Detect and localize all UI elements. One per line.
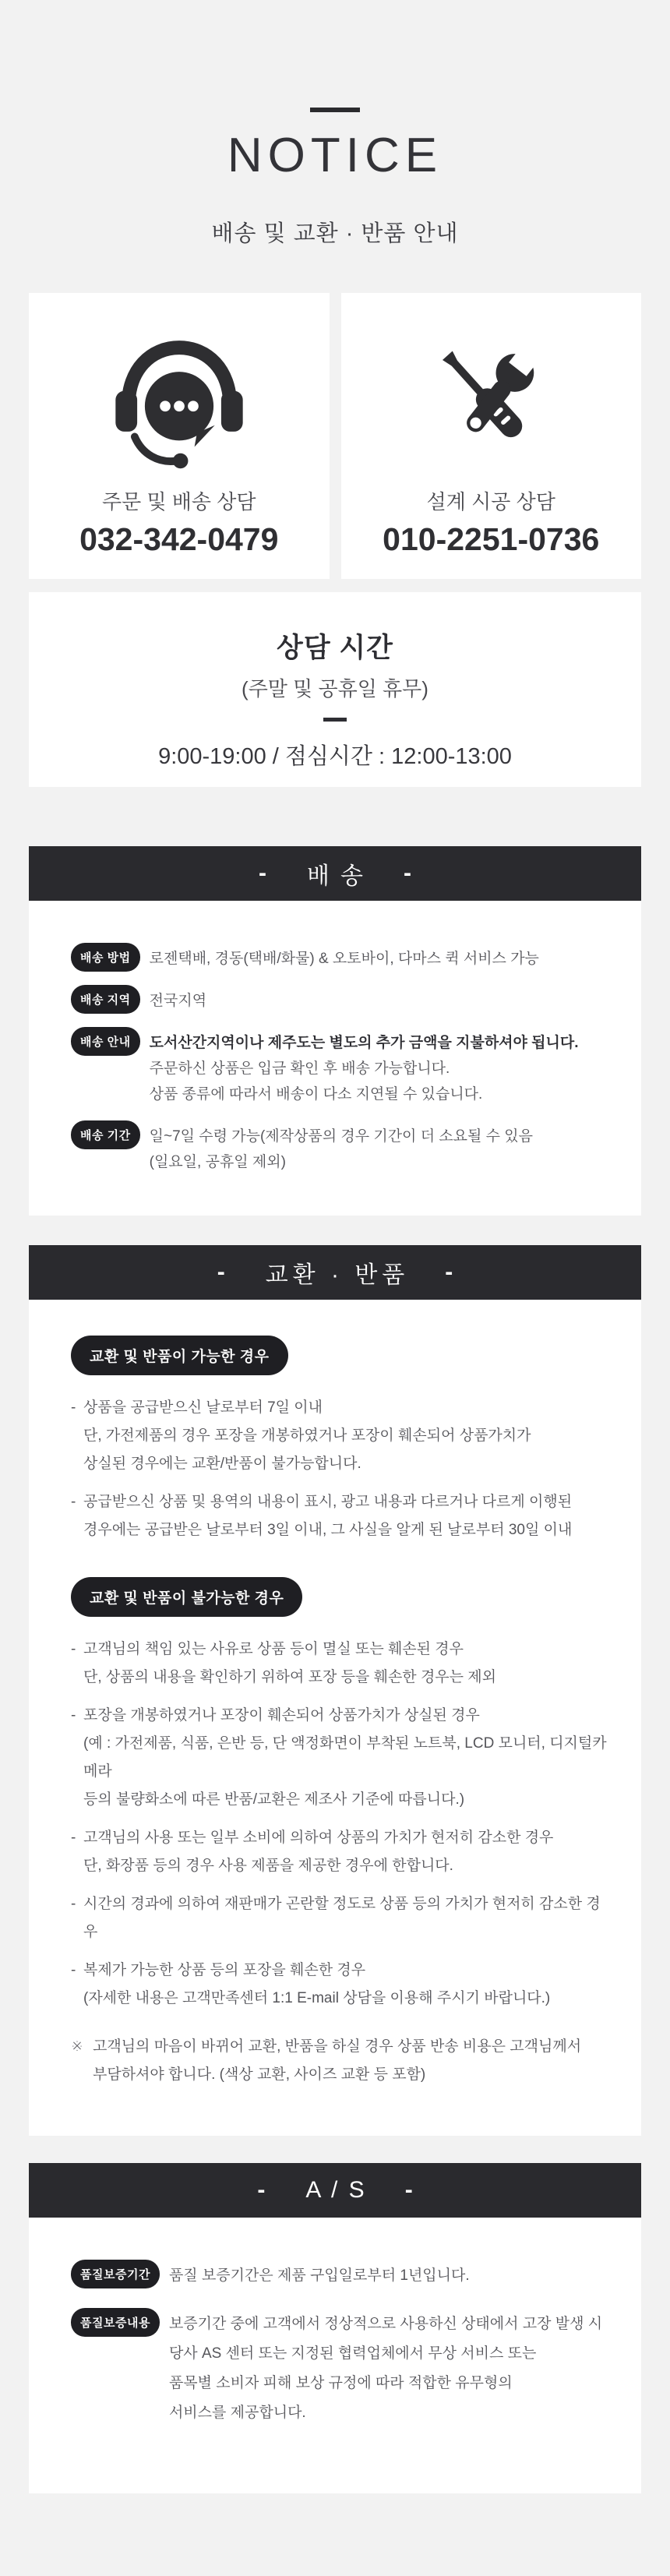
bullet-marker: - [71, 1829, 76, 1846]
row-line: (일요일, 공휴일 제외) [149, 1153, 286, 1170]
top-divider-dash [310, 108, 360, 112]
contact-phone-number: 010-2251-0736 [383, 520, 600, 557]
table-row [71, 2260, 610, 2291]
as-panel [29, 2218, 641, 2493]
contact-label: 주문 및 배송 상담 [102, 489, 256, 513]
table-row [71, 1120, 610, 1175]
contact-cards [29, 293, 641, 579]
exchange-possible-tag: 교환 및 반품이 가능한 경우 [71, 1336, 288, 1375]
list-item [71, 1824, 615, 1880]
list-item [71, 1394, 615, 1478]
warranty-content-tag: 품질보증내용 [71, 2308, 160, 2337]
dash-right: - [445, 1258, 453, 1285]
contact-phone-number: 032-342-0479 [79, 520, 279, 557]
row-line: 로젠택배, 경동(택배/화물) & 오토바이, 다마스 퀵 서비스 가능 [149, 950, 539, 967]
shipping-area-tag: 배송 지역 [71, 985, 140, 1014]
exchange-possible-list [71, 1394, 615, 1544]
hours-subtitle: (주말 및 공휴일 휴무) [242, 676, 428, 700]
hours-title: 상담 시간 [277, 632, 393, 663]
dash-left: - [217, 1258, 225, 1285]
dash-right: - [403, 859, 411, 886]
bullet-marker: - [71, 1706, 76, 1724]
bullet-marker: - [71, 1961, 76, 1978]
table-row [71, 985, 610, 1014]
reference-marker: ※ [71, 2038, 83, 2055]
note-line: 고객님의 마음이 바뀌어 교환, 반품을 하실 경우 상품 반송 비용은 고객님께서 [93, 2038, 582, 2055]
bullet-line: 단, 가전제품의 경우 포장을 개봉하였거나 포장이 훼손되어 상품가치가 [83, 1427, 531, 1444]
row-line: 품질 보증기간은 제품 구입일로부터 1년입니다. [168, 2267, 470, 2284]
bullet-marker: - [71, 1895, 76, 1912]
bullet-line: 시간의 경과에 의하여 재판매가 곤란할 정도로 상품 등의 가치가 현저히 감소한 경우 [83, 1895, 601, 1940]
bullet-line: (예 : 가전제품, 식품, 은반 등, 단 액정화면이 부착된 노트북, LCD 모니터, 디지털카메라 [83, 1734, 607, 1780]
bullet-line: 단, 화장품 등의 경우 사용 제품을 제공한 경우에 한합니다. [83, 1857, 453, 1874]
shipping-method-tag: 배송 방법 [71, 943, 140, 972]
page-title: NOTICE [227, 129, 443, 182]
bullet-line: 고객님의 책임 있는 사유로 상품 등이 멸실 또는 훼손된 경우 [83, 1640, 464, 1657]
bullet-marker: - [71, 1493, 76, 1510]
note-line: 부담하셔야 합니다. (색상 교환, 사이즈 교환 등 포함) [93, 2066, 426, 2083]
bullet-line: 복제가 가능한 상품 등의 포장을 훼손한 경우 [83, 1961, 366, 1978]
contact-card-order [29, 293, 330, 579]
bullet-line: 상품을 공급받으신 날로부터 7일 이내 [83, 1399, 323, 1416]
bullet-line: 상실된 경우에는 교환/반품이 불가능합니다. [83, 1455, 361, 1472]
bullet-marker: - [71, 1640, 76, 1657]
row-line: 당사 AS 센터 또는 지정된 협력업체에서 무상 서비스 또는 [168, 2345, 537, 2362]
row-line: 일~7일 수령 가능(제작상품의 경우 기간이 더 소요될 수 있음 [149, 1127, 534, 1145]
table-row [71, 943, 610, 972]
exchange-impossible-tag: 교환 및 반품이 불가능한 경우 [71, 1577, 302, 1617]
shipping-panel [29, 901, 641, 1216]
row-line: 주문하신 상품은 입금 확인 후 배송 가능합니다. [149, 1060, 450, 1077]
list-item [71, 1957, 615, 2013]
bullet-line: 공급받으신 상품 및 용역의 내용이 표시, 광고 내용과 다르거나 다르게 이행된 [83, 1493, 573, 1510]
bullet-line: 단, 상품의 내용을 확인하기 위하여 포장 등을 훼손한 경우는 제외 [83, 1668, 496, 1685]
bullet-line: 고객님의 사용 또는 일부 소비에 의하여 상품의 가치가 현저히 감소한 경우 [83, 1829, 554, 1846]
page-subtitle: 배송 및 교환 · 반품 안내 [211, 221, 459, 246]
bullet-line: 등의 불량화소에 따른 반품/교환은 제조사 기준에 따릅니다.) [83, 1791, 465, 1808]
list-item [71, 1890, 615, 1946]
row-line: 전국지역 [149, 992, 207, 1009]
exchange-panel [29, 1300, 641, 2136]
bullet-line: 경우에는 공급받은 날로부터 3일 이내, 그 사실을 알게 된 날로부터 30일 이내 [83, 1521, 573, 1538]
row-line: 보증기간 중에 고객에서 정상적으로 사용하신 상태에서 고장 발생 시 [168, 2315, 603, 2332]
dash-left: - [259, 859, 267, 886]
dash-right: - [404, 2176, 413, 2203]
shipping-period-tag: 배송 기간 [71, 1120, 140, 1149]
table-row [71, 2308, 610, 2428]
section-header-as [29, 2163, 641, 2218]
hours-divider-dash [323, 718, 347, 722]
hours-time: 9:00-19:00 / 점심시간 : 12:00-13:00 [158, 743, 512, 769]
table-row [71, 1027, 610, 1107]
section-title-shipping: 배송 [307, 863, 374, 889]
tools-icon [424, 321, 558, 486]
list-item [71, 1488, 615, 1544]
row-line: 상품 종류에 따라서 배송이 다소 지연될 수 있습니다. [149, 1085, 483, 1103]
row-line: 서비스를 제공합니다. [168, 2404, 306, 2421]
list-item [71, 1636, 615, 1692]
section-header-exchange [29, 1245, 641, 1300]
section-header-shipping [29, 846, 641, 901]
list-item [71, 1702, 615, 1814]
section-title-as: A / S [305, 2176, 367, 2203]
hours-card [29, 592, 641, 787]
row-line: 품목별 소비자 피해 보상 규정에 따라 적합한 유무형의 [168, 2374, 513, 2391]
bullet-line: 포장을 개봉하였거나 포장이 훼손되어 상품가치가 상실된 경우 [83, 1706, 480, 1724]
row-line-strong: 도서산간지역이나 제주도는 별도의 추가 금액을 지불하셔야 됩니다. [149, 1034, 579, 1051]
exchange-note [71, 2033, 615, 2089]
contact-card-install [341, 293, 642, 579]
exchange-impossible-list [71, 1636, 615, 2013]
bullet-marker: - [71, 1399, 76, 1416]
contact-label: 설계 시공 상담 [426, 489, 555, 513]
bullet-line: (자세한 내용은 고객만족센터 1:1 E-mail 상담을 이용해 주시기 바랍니다.) [83, 1989, 551, 2006]
shipping-info-tag: 배송 안내 [71, 1027, 140, 1056]
warranty-period-tag: 품질보증기간 [71, 2260, 160, 2288]
dash-left: - [257, 2176, 266, 2203]
headset-icon [103, 321, 256, 486]
section-title-exchange: 교환 · 반품 [265, 1262, 410, 1288]
